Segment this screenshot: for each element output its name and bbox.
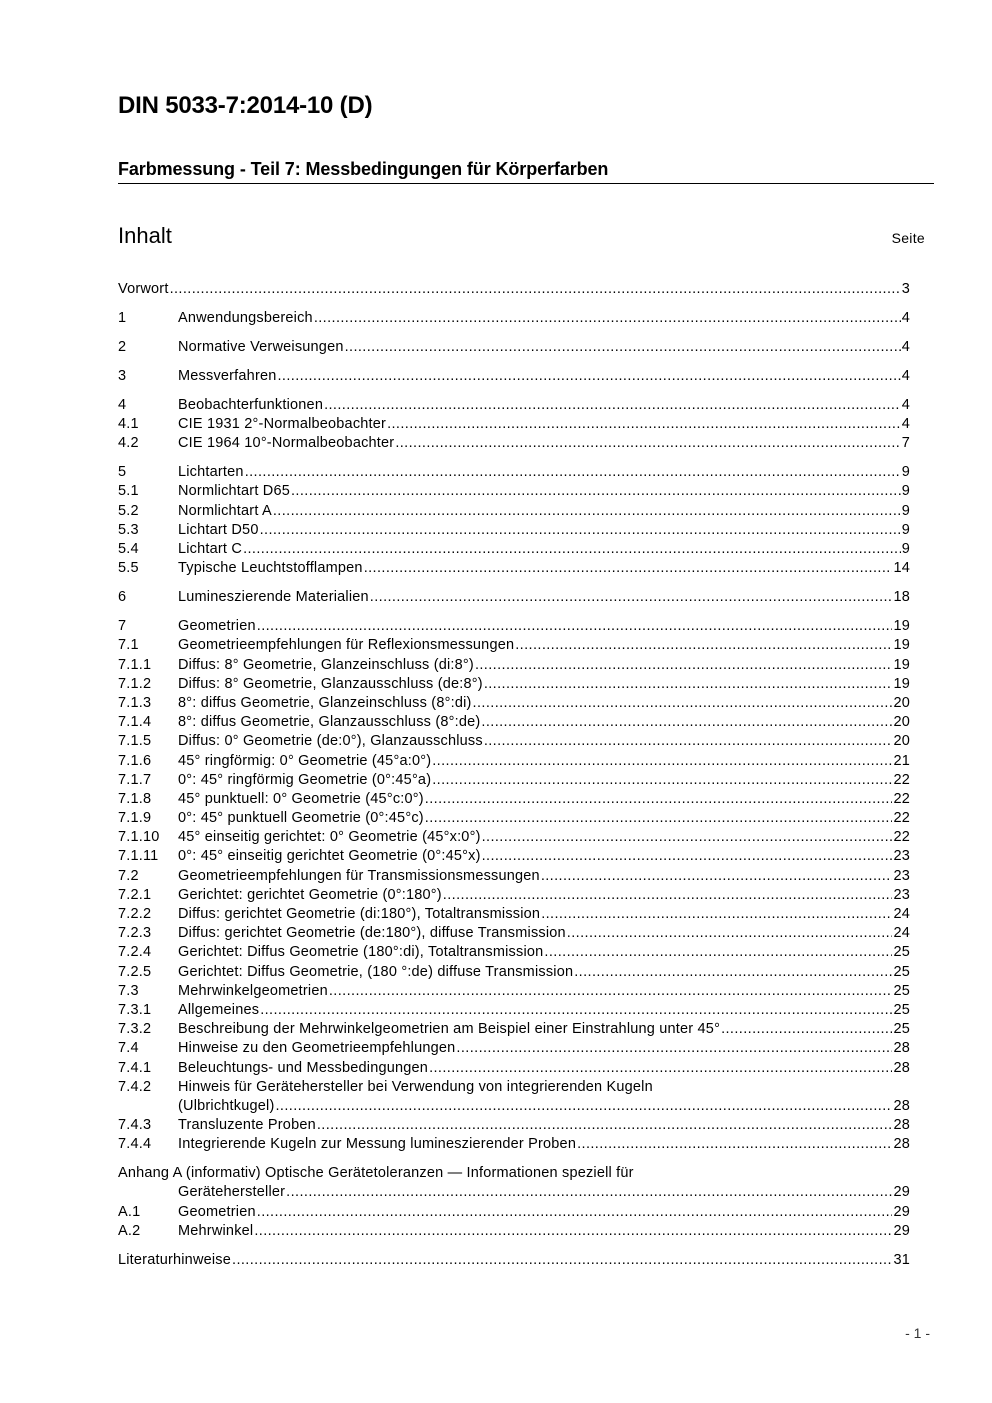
toc-entry[interactable]	[118, 694, 910, 713]
toc-entry-title: 0°: 45° ringförmig Geometrie (0°:45°a)	[178, 771, 432, 788]
toc-entry-page: 28	[893, 1059, 910, 1076]
toc-entry-title: Lichtart C	[178, 541, 243, 558]
toc-dot-leader	[473, 694, 893, 713]
toc-entry-page: 29	[893, 1184, 910, 1201]
toc-entry-number: 7.4.4	[118, 1136, 152, 1153]
toc-entry-page: 19	[893, 656, 910, 673]
toc-entry-number: 5.3	[118, 521, 139, 538]
toc-entry-number: 7.1.1	[118, 656, 152, 673]
toc-entry-page: 28	[893, 1040, 910, 1057]
toc-entry-title: Literaturhinweise	[118, 1251, 232, 1268]
toc-dot-leader	[475, 656, 893, 675]
toc-dot-leader	[257, 1203, 893, 1222]
toc-entry-title: Anwendungsbereich	[178, 309, 313, 326]
toc-entry-page: 21	[893, 752, 910, 769]
toc-entry[interactable]	[118, 790, 910, 809]
toc-entry-title: 0°: 45° punktuell Geometrie (0°:45°c)	[178, 810, 424, 827]
toc-entry-page: 14	[893, 560, 910, 577]
toc-entry-title: Lichtarten	[178, 464, 244, 481]
toc-dot-leader	[254, 1222, 892, 1241]
toc-entry-number: 6	[118, 589, 127, 606]
toc-dot-leader	[317, 1116, 893, 1135]
toc-entry-number: A.1	[118, 1203, 141, 1220]
toc-entry-number: 5.2	[118, 502, 139, 519]
toc-entry-number: 7.2.2	[118, 906, 152, 922]
toc-entry-title: Normlichtart D65	[178, 483, 290, 500]
toc-dot-leader	[260, 521, 901, 540]
toc-dot-leader	[425, 809, 893, 828]
toc-entry-page: 29	[893, 1222, 910, 1239]
toc-entry-number: 7.1.10	[118, 829, 160, 846]
toc-entry-number: 5.1	[118, 483, 139, 500]
toc-entry-title: Gerichtet: Diffus Geometrie (180°:di), Totaltransmission	[178, 944, 544, 961]
toc-entry-title: CIE 1931 2°-Normalbeobachter	[178, 416, 387, 433]
toc-entry-title: Mehrwinkel	[178, 1222, 254, 1239]
toc-entry[interactable]	[118, 1001, 910, 1020]
toc-entry-title: Mehrwinkelgeometrien	[178, 982, 328, 999]
toc-entry-number: 7.2	[118, 867, 139, 884]
toc-entry-number: A.2	[118, 1222, 141, 1239]
toc-entry-page: 7	[901, 435, 910, 452]
toc-entry-page: 25	[893, 944, 910, 961]
toc-entry-title: 0°: 45° einseitig gerichtet Geometrie (0°:45°x)	[178, 848, 481, 865]
toc-entry-page: 20	[893, 733, 910, 750]
document-subtitle: Farbmessung - Teil 7: Messbedingungen für Körperfarben	[118, 159, 609, 179]
toc-entry[interactable]	[118, 656, 910, 675]
toc-entry[interactable]	[118, 540, 910, 559]
toc-entry[interactable]	[118, 771, 910, 790]
toc-entry-title: Hinweis für Gerätehersteller bei Verwendung von integrierenden Kugeln	[178, 1078, 653, 1095]
toc-entry-page: 25	[893, 982, 910, 999]
toc-entry-number: 7.1.5	[118, 733, 152, 750]
toc-entry-page: 25	[893, 963, 910, 980]
toc-entry-page: 23	[893, 886, 910, 903]
toc-entry-title: Gerichtet: gerichtet Geometrie (0°:180°)	[178, 886, 442, 903]
toc-entry-number: 7.2.1	[118, 886, 152, 903]
toc-entry-page: 25	[893, 1001, 910, 1018]
toc-entry[interactable]	[118, 309, 910, 328]
toc-dot-leader	[443, 886, 893, 905]
toc-entry-title: Beleuchtungs- und Messbedingungen	[178, 1059, 429, 1076]
toc-dot-leader	[425, 790, 893, 809]
toc-entry-number: 7	[118, 618, 127, 635]
toc-entry-page: 4	[901, 367, 910, 384]
toc-entry-title: Gerichtet: Diffus Geometrie, (180 °:de) diffuse Transmission	[178, 963, 574, 980]
toc-entry-number: 4.2	[118, 435, 139, 452]
toc-entry[interactable]	[118, 396, 910, 415]
toc-entry[interactable]	[118, 828, 910, 847]
toc-entry[interactable]	[118, 1222, 910, 1241]
toc-dot-leader	[541, 905, 892, 924]
toc-entry[interactable]	[118, 905, 910, 924]
toc-entry[interactable]	[118, 559, 910, 578]
toc-entry-number: 7.1.4	[118, 714, 152, 731]
toc-entry-page: 28	[893, 1136, 910, 1153]
toc-dot-leader	[314, 309, 901, 328]
toc-entry-title: 45° punktuell: 0° Geometrie (45°c:0°)	[178, 790, 424, 807]
toc-entry-number: 7.1.8	[118, 790, 152, 807]
toc-entry-page: 28	[893, 1117, 910, 1134]
document-id: DIN 5033-7:2014-10 (D)	[118, 92, 373, 119]
toc-dot-leader	[429, 1059, 892, 1078]
toc-entry-continuation[interactable]	[118, 1183, 910, 1202]
toc-entry-page: 4	[901, 416, 910, 433]
toc-dot-leader	[370, 588, 893, 607]
toc-entry-number: 5	[118, 464, 127, 481]
toc-entry[interactable]	[118, 732, 910, 751]
table-of-contents	[118, 280, 910, 1270]
toc-entry[interactable]	[118, 482, 910, 501]
toc-dot-leader	[484, 675, 893, 694]
toc-entry[interactable]	[118, 943, 910, 962]
toc-entry-number: 7.4	[118, 1040, 139, 1057]
toc-entry-page: 23	[893, 867, 910, 884]
toc-entry-title: Allgemeines	[178, 1001, 260, 1018]
toc-entry-number: 5.5	[118, 560, 139, 577]
toc-entry[interactable]	[118, 521, 910, 540]
toc-entry-title: Geometrieempfehlungen für Transmissionsmessungen	[178, 867, 540, 884]
toc-entry-page: 9	[901, 464, 910, 481]
toc-entry[interactable]	[118, 963, 910, 982]
toc-entry[interactable]	[118, 434, 910, 453]
toc-dot-leader	[364, 559, 893, 578]
toc-entry-title: 8°: diffus Geometrie, Glanzausschluss (8°:de)	[178, 714, 481, 731]
toc-entry[interactable]	[118, 752, 910, 771]
toc-entry-page: 23	[893, 848, 910, 865]
toc-entry-title: Hinweise zu den Geometrieempfehlungen	[178, 1040, 456, 1057]
toc-entry-page: 9	[901, 502, 910, 519]
toc-entry[interactable]	[118, 1135, 910, 1154]
toc-entry-page: 4	[901, 338, 910, 355]
toc-entry-page: 22	[893, 829, 910, 846]
toc-entry-title: Typische Leuchtstofflampen	[178, 560, 363, 577]
toc-entry-page: 24	[893, 925, 910, 942]
toc-entry-title: Lichtart D50	[178, 521, 259, 538]
toc-dot-leader	[432, 752, 892, 771]
toc-entry-title: CIE 1964 10°-Normalbeobachter	[178, 435, 395, 452]
toc-entry[interactable]	[118, 1203, 910, 1222]
toc-entry-title: Anhang A (informativ) Optische Gerätetoleranzen — Informationen speziell für	[118, 1165, 634, 1182]
toc-entry-continuation[interactable]	[118, 1097, 910, 1116]
toc-entry-number: 4	[118, 396, 127, 413]
toc-entry-number: 7.1	[118, 637, 139, 654]
toc-entry-title: Messverfahren	[178, 367, 277, 384]
toc-entry-number: 7.4.2	[118, 1078, 152, 1095]
toc-entry-number: 7.1.7	[118, 771, 152, 788]
toc-entry-page: 22	[893, 790, 910, 807]
toc-entry-title: Integrierende Kugeln zur Messung lumineszierender Proben	[178, 1136, 577, 1153]
toc-entry[interactable]	[118, 1251, 910, 1270]
toc-dot-leader	[456, 1039, 892, 1058]
toc-entry-number: 7.3	[118, 982, 139, 999]
toc-entry-title: Normlichtart A	[178, 502, 272, 519]
toc-dot-leader	[245, 463, 901, 482]
toc-entry[interactable]	[118, 1078, 910, 1097]
toc-entry-number: 7.4.1	[118, 1059, 152, 1076]
toc-entry-page: 22	[893, 810, 910, 827]
toc-dot-leader	[170, 280, 901, 299]
toc-entry-title: Diffus: gerichtet Geometrie (di:180°), Totaltransmission	[178, 906, 541, 922]
toc-entry-page: 4	[901, 309, 910, 326]
toc-entry-page: 20	[893, 714, 910, 731]
toc-entry-title: 45° einseitig gerichtet: 0° Geometrie (45°x:0°)	[178, 829, 481, 846]
toc-entry-title: Diffus: gerichtet Geometrie (de:180°), diffuse Transmission	[178, 925, 566, 942]
toc-dot-leader	[721, 1020, 892, 1039]
toc-entry[interactable]	[118, 1164, 910, 1183]
toc-entry-page: 19	[893, 618, 910, 635]
toc-dot-leader	[278, 367, 901, 386]
toc-entry-title-continuation: (Ulbrichtkugel)	[178, 1097, 275, 1114]
toc-entry-page: 4	[901, 396, 910, 413]
toc-entry[interactable]	[118, 713, 910, 732]
toc-entry[interactable]	[118, 415, 910, 434]
toc-entry-title: Diffus: 0° Geometrie (de:0°), Glanzausschluss	[178, 733, 483, 750]
toc-dot-leader	[484, 732, 893, 751]
toc-dot-leader	[395, 434, 900, 453]
toc-entry-page: 25	[893, 1021, 910, 1038]
toc-entry-title-continuation: Gerätehersteller	[178, 1184, 286, 1201]
toc-entry-page: 19	[893, 637, 910, 654]
toc-dot-leader	[567, 924, 893, 943]
toc-entry[interactable]	[118, 1116, 910, 1135]
toc-dot-leader	[273, 502, 901, 521]
toc-dot-leader	[329, 982, 893, 1001]
toc-entry-title: 8°: diffus Geometrie, Glanzeinschluss (8°:di)	[178, 694, 472, 711]
toc-dot-leader	[275, 1097, 892, 1116]
toc-entry[interactable]	[118, 338, 910, 357]
toc-entry-number: 7.3.2	[118, 1021, 152, 1038]
toc-entry[interactable]	[118, 675, 910, 694]
toc-entry[interactable]	[118, 280, 910, 299]
toc-entry-page: 29	[893, 1203, 910, 1220]
toc-entry[interactable]	[118, 809, 910, 828]
toc-dot-leader	[482, 828, 893, 847]
toc-dot-leader	[432, 771, 892, 790]
toc-entry[interactable]	[118, 847, 910, 866]
toc-entry[interactable]	[118, 502, 910, 521]
toc-dot-leader	[291, 482, 901, 501]
toc-entry-number: 7.3.1	[118, 1001, 152, 1018]
toc-entry[interactable]	[118, 1059, 910, 1078]
toc-dot-leader	[541, 867, 893, 886]
toc-entry-page: 24	[893, 906, 910, 922]
toc-entry-title: Geometrien	[178, 618, 256, 635]
toc-entry-number: 7.1.11	[118, 848, 159, 865]
toc-entry-number: 1	[118, 309, 127, 326]
toc-entry-number: 7.2.4	[118, 944, 152, 961]
toc-dot-leader	[387, 415, 901, 434]
toc-entry[interactable]	[118, 924, 910, 943]
toc-entry-number: 3	[118, 367, 127, 384]
toc-dot-leader	[544, 943, 892, 962]
toc-dot-leader	[232, 1251, 892, 1270]
toc-dot-leader	[482, 847, 893, 866]
toc-dot-leader	[577, 1135, 892, 1154]
toc-entry[interactable]	[118, 636, 910, 655]
toc-entry-title: Geometrieempfehlungen für Reflexionsmessungen	[178, 637, 515, 654]
toc-entry-title: Transluzente Proben	[178, 1117, 316, 1134]
toc-entry-title: Normative Verweisungen	[178, 338, 344, 355]
toc-heading: Inhalt	[118, 223, 172, 248]
subtitle-divider	[118, 183, 934, 184]
toc-entry-number: 4.1	[118, 416, 139, 433]
toc-entry-title: Diffus: 8° Geometrie, Glanzeinschluss (di:8°)	[178, 656, 474, 673]
toc-entry[interactable]	[118, 617, 910, 636]
toc-entry-page: 18	[893, 589, 910, 606]
toc-dot-leader	[324, 396, 901, 415]
toc-entry-number: 7.4.3	[118, 1117, 152, 1134]
toc-entry[interactable]	[118, 588, 910, 607]
toc-entry-page: 9	[901, 483, 910, 500]
toc-entry-page: 3	[901, 280, 910, 297]
toc-dot-leader	[345, 338, 901, 357]
toc-dot-leader	[515, 636, 892, 655]
toc-entry-title: Diffus: 8° Geometrie, Glanzausschluss (de:8°)	[178, 675, 483, 692]
toc-entry-number: 7.1.3	[118, 694, 152, 711]
toc-entry[interactable]	[118, 1039, 910, 1058]
toc-entry-page: 22	[893, 771, 910, 788]
toc-entry-number: 7.2.5	[118, 963, 152, 980]
toc-entry-title: 45° ringförmig: 0° Geometrie (45°a:0°)	[178, 752, 432, 769]
toc-dot-leader	[481, 713, 892, 732]
toc-entry-number: 5.4	[118, 541, 139, 558]
toc-entry-title: Beobachterfunktionen	[178, 396, 324, 413]
toc-page-column-label: Seite	[891, 230, 925, 246]
toc-entry-page: 28	[893, 1097, 910, 1114]
toc-entry[interactable]	[118, 982, 910, 1001]
toc-entry[interactable]	[118, 463, 910, 482]
toc-entry-title: Geometrien	[178, 1203, 256, 1220]
toc-entry-number: 7.1.2	[118, 675, 152, 692]
toc-dot-leader	[243, 540, 901, 559]
toc-entry-title: Lumineszierende Materialien	[178, 589, 369, 606]
toc-entry-title: Vorwort	[118, 280, 169, 297]
toc-entry-page: 20	[893, 694, 910, 711]
toc-entry[interactable]	[118, 867, 910, 886]
toc-dot-leader	[257, 617, 893, 636]
toc-entry-page: 19	[893, 675, 910, 692]
toc-entry-page: 31	[893, 1251, 910, 1268]
toc-entry-number: 7.2.3	[118, 925, 152, 942]
toc-entry-number: 2	[118, 338, 127, 355]
footer-page-number: - 1 -	[905, 1325, 930, 1341]
toc-entry-number: 7.1.9	[118, 810, 152, 827]
toc-entry-page: 9	[901, 521, 910, 538]
toc-dot-leader	[574, 963, 892, 982]
toc-dot-leader	[260, 1001, 892, 1020]
toc-entry-page: 9	[901, 541, 910, 558]
toc-entry[interactable]	[118, 1020, 910, 1039]
toc-entry[interactable]	[118, 886, 910, 905]
toc-entry-number: 7.1.6	[118, 752, 152, 769]
toc-entry[interactable]	[118, 367, 910, 386]
toc-dot-leader	[286, 1183, 892, 1202]
toc-entry-title: Beschreibung der Mehrwinkelgeometrien am Beispiel einer Einstrahlung unter 45°	[178, 1021, 721, 1038]
